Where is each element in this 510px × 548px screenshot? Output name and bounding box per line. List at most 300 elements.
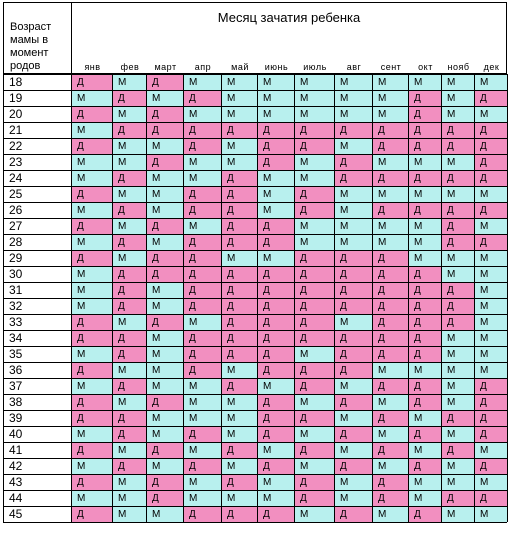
- gender-cell: Д: [372, 490, 408, 506]
- gender-cell: М: [294, 154, 334, 170]
- column-divider: [334, 74, 335, 522]
- table-row: [3, 202, 507, 218]
- gender-cell: Д: [146, 490, 183, 506]
- row-divider: [3, 250, 507, 251]
- gender-cell: М: [112, 314, 146, 330]
- gender-cell: Д: [408, 282, 441, 298]
- row-divider: [3, 410, 507, 411]
- gender-cell: Д: [441, 298, 474, 314]
- gender-cell: М: [257, 250, 294, 266]
- gender-cell: М: [221, 90, 257, 106]
- gender-cell: Д: [257, 330, 294, 346]
- gender-cell: М: [112, 154, 146, 170]
- gender-cell: Д: [408, 378, 441, 394]
- gender-cell: Д: [372, 410, 408, 426]
- month-label: дек: [483, 62, 500, 72]
- gender-cell: Д: [441, 282, 474, 298]
- table-row: [3, 394, 507, 410]
- gender-cell: Д: [334, 250, 372, 266]
- gender-cell: М: [112, 394, 146, 410]
- gender-cell: М: [408, 154, 441, 170]
- row-divider: [3, 90, 507, 91]
- table-row: [3, 426, 507, 442]
- gender-cell: М: [441, 474, 474, 490]
- gender-cell: Д: [408, 330, 441, 346]
- row-divider: [3, 154, 507, 155]
- row-divider: [3, 170, 507, 171]
- gender-cell: Д: [474, 234, 507, 250]
- gender-cell: Д: [408, 106, 441, 122]
- gender-cell: Д: [372, 202, 408, 218]
- gender-cell: Д: [294, 410, 334, 426]
- gender-cell: Д: [221, 442, 257, 458]
- gender-cell: Д: [408, 90, 441, 106]
- gender-cell: Д: [474, 410, 507, 426]
- gender-cell: М: [474, 282, 507, 298]
- gender-cell: Д: [372, 170, 408, 186]
- gender-cell: Д: [146, 266, 183, 282]
- table-row: [3, 154, 507, 170]
- gender-cell: Д: [146, 74, 183, 90]
- gender-cell: Д: [112, 410, 146, 426]
- gender-cell: Д: [334, 362, 372, 378]
- gender-cell: Д: [474, 394, 507, 410]
- gender-cell: М: [372, 362, 408, 378]
- gender-cell: Д: [408, 202, 441, 218]
- gender-cell: Д: [474, 202, 507, 218]
- age-cell: 43: [9, 475, 23, 489]
- gender-cell: М: [334, 314, 372, 330]
- table-row: [3, 106, 507, 122]
- gender-cell: Д: [294, 282, 334, 298]
- gender-cell: Д: [408, 266, 441, 282]
- gender-cell: Д: [372, 378, 408, 394]
- gender-cell: Д: [372, 266, 408, 282]
- column-divider: [112, 74, 113, 522]
- gender-cell: М: [257, 186, 294, 202]
- gender-cell: М: [334, 218, 372, 234]
- gender-cell: М: [408, 474, 441, 490]
- month-label: март: [154, 62, 177, 72]
- gender-cell: М: [112, 506, 146, 522]
- gender-cell: М: [183, 410, 221, 426]
- gender-cell: Д: [294, 266, 334, 282]
- gender-cell: Д: [221, 122, 257, 138]
- gender-cell: Д: [474, 458, 507, 474]
- gender-cell: Д: [257, 154, 294, 170]
- row-divider: [3, 506, 507, 507]
- gender-cell: М: [294, 218, 334, 234]
- gender-cell: М: [221, 362, 257, 378]
- gender-cell: М: [334, 202, 372, 218]
- gender-cell: М: [474, 186, 507, 202]
- gender-cell: М: [441, 458, 474, 474]
- gender-cell: Д: [183, 234, 221, 250]
- column-divider: [257, 74, 258, 522]
- gender-cell: Д: [221, 234, 257, 250]
- column-divider: [507, 74, 508, 522]
- gender-cell: М: [112, 490, 146, 506]
- gender-cell: Д: [257, 410, 294, 426]
- gender-cell: М: [334, 234, 372, 250]
- gender-cell: М: [294, 346, 334, 362]
- gender-cell: Д: [334, 506, 372, 522]
- gender-cell: М: [146, 234, 183, 250]
- gender-cell: Д: [372, 282, 408, 298]
- gender-cell: М: [71, 170, 112, 186]
- gender-cell: М: [334, 410, 372, 426]
- row-divider: [3, 106, 507, 107]
- gender-cell: Д: [441, 490, 474, 506]
- gender-cell: Д: [408, 122, 441, 138]
- gender-cell: Д: [183, 186, 221, 202]
- gender-cell: М: [408, 218, 441, 234]
- gender-cell: Д: [221, 298, 257, 314]
- table-row: [3, 186, 507, 202]
- gender-cell: М: [146, 138, 183, 154]
- gender-cell: Д: [146, 394, 183, 410]
- gender-cell: М: [112, 186, 146, 202]
- gender-cell: М: [334, 138, 372, 154]
- gender-cell: Д: [71, 330, 112, 346]
- table-row: [3, 298, 507, 314]
- age-cell: 38: [9, 395, 23, 409]
- month-header: [71, 2, 507, 74]
- gender-cell: Д: [221, 506, 257, 522]
- month-label: янв: [84, 62, 101, 72]
- gender-cell: Д: [334, 394, 372, 410]
- gender-cell: Д: [71, 106, 112, 122]
- gender-cell: Д: [408, 426, 441, 442]
- table-title: Месяц зачатия ребенка: [217, 10, 361, 25]
- gender-cell: Д: [441, 202, 474, 218]
- gender-cell: Д: [334, 330, 372, 346]
- age-cell: 23: [9, 155, 23, 169]
- gender-cell: Д: [221, 346, 257, 362]
- row-divider: [3, 362, 507, 363]
- column-divider: [441, 74, 442, 522]
- month-label: нояб: [447, 62, 470, 72]
- gender-cell: Д: [334, 282, 372, 298]
- gender-cell: Д: [474, 122, 507, 138]
- gender-cell: М: [474, 218, 507, 234]
- gender-cell: М: [221, 490, 257, 506]
- column-divider: [71, 74, 72, 522]
- gender-cell: М: [474, 442, 507, 458]
- row-divider: [3, 378, 507, 379]
- age-cell: 35: [9, 347, 23, 361]
- gender-cell: М: [441, 250, 474, 266]
- gender-cell: М: [183, 490, 221, 506]
- gender-cell: М: [146, 362, 183, 378]
- age-cell: 24: [9, 171, 23, 185]
- gender-cell: Д: [183, 138, 221, 154]
- gender-cell: М: [334, 490, 372, 506]
- gender-cell: М: [372, 106, 408, 122]
- gender-cell: Д: [334, 346, 372, 362]
- gender-cell: Д: [474, 154, 507, 170]
- gender-cell: М: [146, 378, 183, 394]
- gender-cell: Д: [221, 186, 257, 202]
- gender-cell: Д: [71, 218, 112, 234]
- gender-cell: Д: [408, 506, 441, 522]
- gender-cell: М: [71, 154, 112, 170]
- table-row: [3, 90, 507, 106]
- gender-cell: М: [221, 458, 257, 474]
- gender-cell: М: [112, 106, 146, 122]
- table-row: [3, 330, 507, 346]
- gender-cell: Д: [257, 314, 294, 330]
- gender-cell: Д: [441, 138, 474, 154]
- gender-cell: М: [408, 442, 441, 458]
- gender-cell: Д: [71, 410, 112, 426]
- table-row: [3, 314, 507, 330]
- gender-cell: М: [221, 410, 257, 426]
- gender-cell: М: [221, 394, 257, 410]
- gender-cell: М: [408, 234, 441, 250]
- age-cell: 36: [9, 363, 23, 377]
- gender-cell: М: [372, 154, 408, 170]
- table-row: [3, 250, 507, 266]
- gender-cell: Д: [441, 122, 474, 138]
- gender-cell: М: [294, 74, 334, 90]
- gender-cell: Д: [294, 122, 334, 138]
- gender-cell: М: [372, 90, 408, 106]
- gender-cell: Д: [408, 346, 441, 362]
- gender-cell: М: [257, 106, 294, 122]
- age-cell: 22: [9, 139, 23, 153]
- gender-cell: М: [441, 154, 474, 170]
- gender-cell: М: [183, 74, 221, 90]
- row-divider: [3, 330, 507, 331]
- gender-cell: Д: [474, 378, 507, 394]
- gender-cell: М: [71, 234, 112, 250]
- gender-cell: М: [441, 394, 474, 410]
- gender-cell: Д: [257, 506, 294, 522]
- gender-cell: М: [334, 378, 372, 394]
- row-divider: [3, 474, 507, 475]
- gender-cell: М: [71, 346, 112, 362]
- gender-cell: М: [294, 106, 334, 122]
- gender-cell: М: [71, 426, 112, 442]
- gender-cell: Д: [112, 90, 146, 106]
- gender-cell: Д: [372, 442, 408, 458]
- gender-cell: Д: [294, 186, 334, 202]
- month-label: июнь: [264, 62, 289, 72]
- age-cell: 19: [9, 91, 23, 105]
- age-header-line: момент: [10, 47, 49, 59]
- gender-cell: Д: [112, 426, 146, 442]
- gender-cell: М: [221, 138, 257, 154]
- gender-cell: М: [441, 506, 474, 522]
- age-cell: 34: [9, 331, 23, 345]
- gender-cell: М: [294, 394, 334, 410]
- row-divider: [3, 234, 507, 235]
- gender-cell: Д: [183, 458, 221, 474]
- table-row: [3, 442, 507, 458]
- month-label: окт: [418, 62, 433, 72]
- gender-cell: Д: [294, 362, 334, 378]
- gender-cell: Д: [257, 138, 294, 154]
- gender-cell: Д: [372, 298, 408, 314]
- gender-cell: Д: [146, 106, 183, 122]
- gender-cell: М: [257, 474, 294, 490]
- gender-cell: Д: [334, 458, 372, 474]
- gender-cell: М: [71, 298, 112, 314]
- gender-cell: Д: [408, 394, 441, 410]
- gender-cell: Д: [146, 250, 183, 266]
- table-row: [3, 474, 507, 490]
- table-row: [3, 362, 507, 378]
- age-cell: 45: [9, 507, 23, 521]
- row-divider: [3, 314, 507, 315]
- column-divider: [183, 74, 184, 522]
- gender-cell: Д: [294, 138, 334, 154]
- gender-cell: Д: [112, 298, 146, 314]
- gender-cell: Д: [183, 298, 221, 314]
- gender-cell: Д: [183, 426, 221, 442]
- row-divider: [3, 426, 507, 427]
- gender-cell: М: [408, 250, 441, 266]
- row-divider: [3, 122, 507, 123]
- gender-cell: М: [146, 346, 183, 362]
- gender-cell: М: [372, 74, 408, 90]
- gender-cell: Д: [294, 202, 334, 218]
- gender-cell: Д: [441, 234, 474, 250]
- gender-cell: Д: [257, 298, 294, 314]
- gender-cell: М: [408, 186, 441, 202]
- gender-cell: М: [146, 330, 183, 346]
- gender-cell: М: [146, 298, 183, 314]
- gender-cell: Д: [408, 138, 441, 154]
- gender-cell: Д: [372, 122, 408, 138]
- age-cell: 39: [9, 411, 23, 425]
- gender-cell: Д: [334, 154, 372, 170]
- gender-cell: М: [257, 170, 294, 186]
- gender-cell: Д: [257, 234, 294, 250]
- table-row: [3, 170, 507, 186]
- gender-cell: М: [112, 138, 146, 154]
- gender-cell: М: [372, 426, 408, 442]
- gender-cell: Д: [112, 330, 146, 346]
- row-divider: [3, 74, 507, 75]
- gender-cell: М: [334, 186, 372, 202]
- gender-cell: Д: [221, 170, 257, 186]
- gender-cell: Д: [441, 314, 474, 330]
- month-labels-row: [72, 59, 506, 73]
- gender-cell: Д: [146, 218, 183, 234]
- month-label: июль: [303, 62, 327, 72]
- gender-cell: М: [474, 250, 507, 266]
- gender-cell: Д: [257, 426, 294, 442]
- gender-cell: М: [257, 74, 294, 90]
- table-row: [3, 506, 507, 522]
- gender-cell: М: [146, 282, 183, 298]
- gender-cell: Д: [112, 378, 146, 394]
- gender-cell: М: [474, 330, 507, 346]
- gender-cell: Д: [112, 458, 146, 474]
- gender-cell: М: [441, 106, 474, 122]
- gender-cell: М: [441, 378, 474, 394]
- row-divider: [3, 266, 507, 267]
- gender-cell: Д: [372, 474, 408, 490]
- table-row: [3, 266, 507, 282]
- gender-cell: М: [294, 506, 334, 522]
- row-divider: [3, 186, 507, 187]
- gender-cell: М: [146, 458, 183, 474]
- gender-cell: Д: [183, 266, 221, 282]
- age-cell: 21: [9, 123, 23, 137]
- age-cell: 37: [9, 379, 23, 393]
- gender-cell: М: [112, 74, 146, 90]
- gender-cell: Д: [408, 314, 441, 330]
- table-row: [3, 490, 507, 506]
- gender-cell: Д: [474, 170, 507, 186]
- gender-cell: М: [71, 202, 112, 218]
- gender-cell: Д: [112, 266, 146, 282]
- gender-cell: М: [474, 362, 507, 378]
- gender-cell: М: [221, 74, 257, 90]
- age-cell: 28: [9, 235, 23, 249]
- gender-cell: Д: [372, 250, 408, 266]
- table-row: [3, 282, 507, 298]
- gender-cell: М: [372, 186, 408, 202]
- gender-cell: М: [408, 410, 441, 426]
- gender-cell: Д: [257, 282, 294, 298]
- gender-cell: Д: [71, 186, 112, 202]
- gender-cell: Д: [474, 90, 507, 106]
- gender-cell: М: [183, 474, 221, 490]
- table-row: [3, 218, 507, 234]
- gender-cell: М: [183, 442, 221, 458]
- gender-cell: М: [294, 426, 334, 442]
- gender-cell: Д: [112, 346, 146, 362]
- column-divider: [474, 74, 475, 522]
- gender-cell: Д: [71, 138, 112, 154]
- gender-cell: Д: [146, 474, 183, 490]
- gender-cell: М: [334, 106, 372, 122]
- gender-cell: Д: [372, 138, 408, 154]
- row-divider: [3, 282, 507, 283]
- gender-cell: М: [71, 266, 112, 282]
- gender-cell: М: [146, 170, 183, 186]
- age-cell: 31: [9, 283, 23, 297]
- gender-cell: Д: [474, 426, 507, 442]
- gender-cell: Д: [294, 490, 334, 506]
- month-label: сент: [380, 62, 402, 72]
- gender-cell: М: [372, 506, 408, 522]
- month-label: фев: [120, 62, 140, 72]
- gender-cell: М: [372, 234, 408, 250]
- gender-cell: М: [257, 490, 294, 506]
- gender-cell: Д: [408, 170, 441, 186]
- gender-cell: Д: [183, 202, 221, 218]
- age-cell: 33: [9, 315, 23, 329]
- gender-cell: Д: [221, 330, 257, 346]
- gender-cell: Д: [441, 170, 474, 186]
- gender-cell: Д: [294, 298, 334, 314]
- gender-cell: Д: [71, 474, 112, 490]
- gender-cell: Д: [294, 314, 334, 330]
- table-row: [3, 410, 507, 426]
- gender-cell: М: [146, 186, 183, 202]
- gender-cell: М: [372, 218, 408, 234]
- age-cell: 42: [9, 459, 23, 473]
- gender-cell: М: [294, 234, 334, 250]
- gender-cell: М: [146, 90, 183, 106]
- gender-cell: Д: [112, 122, 146, 138]
- gender-cell: Д: [71, 442, 112, 458]
